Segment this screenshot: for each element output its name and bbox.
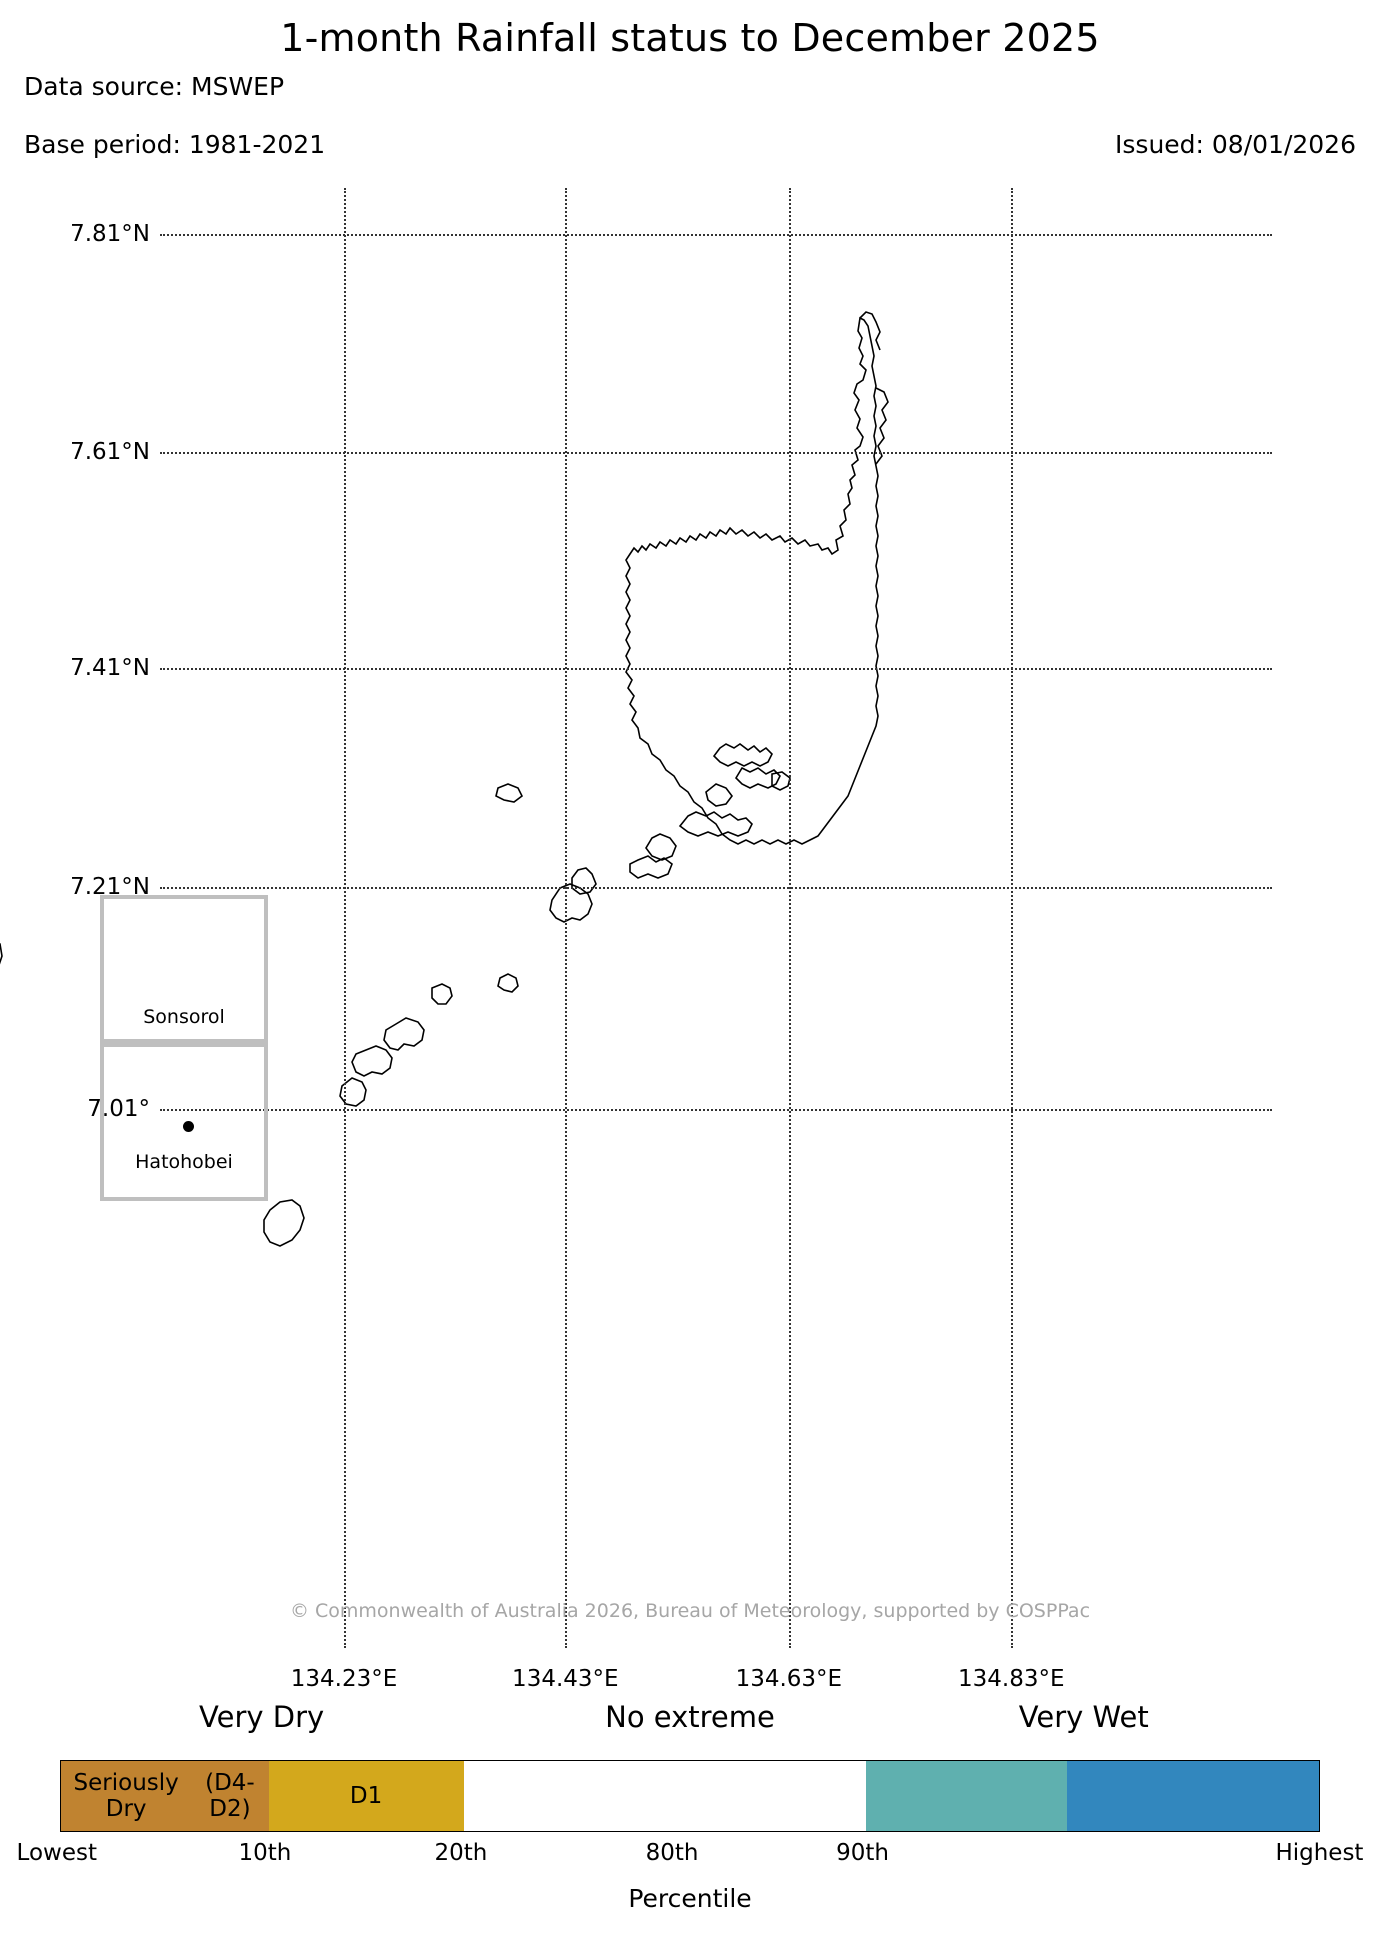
- inset-label-hatohobei: Hatohobei: [135, 1151, 233, 1174]
- longitude-gridline: [565, 188, 567, 1648]
- coastline-outlines: [160, 188, 1272, 1648]
- page-title: 1-month Rainfall status to December 2025: [280, 16, 1100, 60]
- legend-caption-no-extreme: No extreme: [605, 1700, 775, 1734]
- latitude-gridline: [160, 234, 1272, 236]
- legend-tick-80th: 80th: [645, 1840, 699, 1866]
- legend-cell-0: [61, 1761, 269, 1831]
- legend-cell-label: Seriously Dry: [73, 1769, 179, 1822]
- legend-color-bar: [60, 1760, 1320, 1832]
- legend-cell-1: [269, 1761, 464, 1831]
- longitude-gridline: [789, 188, 791, 1648]
- latitude-tick-label: 7.41°N: [70, 654, 150, 681]
- latitude-gridline: [160, 1109, 1272, 1111]
- latitude-gridline: [160, 668, 1272, 670]
- location-dot: [183, 1121, 194, 1132]
- latitude-gridline: [160, 452, 1272, 454]
- inset-label-sonsorol: Sonsorol: [143, 1005, 225, 1028]
- map-plot-area: [70, 188, 1272, 1692]
- longitude-gridline: [1011, 188, 1013, 1648]
- legend-cell-label: (D4-D2): [205, 1769, 255, 1822]
- longitude-tick-label: 134.23°E: [290, 1666, 398, 1692]
- legend-tick-20th: 20th: [434, 1840, 488, 1866]
- inset-hatohobei: [100, 1043, 268, 1201]
- latitude-tick-label: 7.21°N: [70, 873, 150, 900]
- legend-cell-3: [866, 1761, 1067, 1831]
- longitude-tick-label: 134.63°E: [735, 1666, 843, 1692]
- data-source-label: Data source: MSWEP: [24, 72, 285, 101]
- legend-tick-highest: Highest: [1275, 1840, 1364, 1866]
- longitude-tick-label: 134.43°E: [512, 1666, 619, 1692]
- legend-cell-4: [1067, 1761, 1319, 1831]
- legend-cell-label: D1: [349, 1782, 383, 1809]
- issued-date-label: Issued: 08/01/2026: [1115, 130, 1356, 159]
- legend-caption-very-dry: Very Dry: [199, 1700, 325, 1734]
- latitude-tick-label: 7.61°N: [70, 438, 150, 465]
- copyright-credit: © Commonwealth of Australia 2026, Bureau of Meteorology, supported by COSPPac: [289, 1600, 1091, 1622]
- base-period-label: Base period: 1981-2021: [24, 130, 326, 159]
- legend-tick-90th: 90th: [836, 1840, 889, 1866]
- legend-axis-label: Percentile: [628, 1884, 752, 1913]
- latitude-gridline: [160, 887, 1272, 889]
- inset-sonsorol: [100, 895, 268, 1043]
- legend-tick-lowest: Lowest: [16, 1840, 97, 1866]
- longitude-tick-label: 134.83°E: [957, 1666, 1065, 1692]
- latitude-tick-label: 7.01°: [87, 1095, 150, 1122]
- longitude-gridline: [344, 188, 346, 1648]
- legend-cell-2: [464, 1761, 867, 1831]
- latitude-tick-label: 7.81°N: [70, 220, 150, 247]
- legend-tick-labels: [0, 1840, 1380, 1870]
- legend-captions: [60, 1700, 1320, 1734]
- legend-caption-very-wet: Very Wet: [1018, 1700, 1149, 1734]
- legend-tick-10th: 10th: [238, 1840, 292, 1866]
